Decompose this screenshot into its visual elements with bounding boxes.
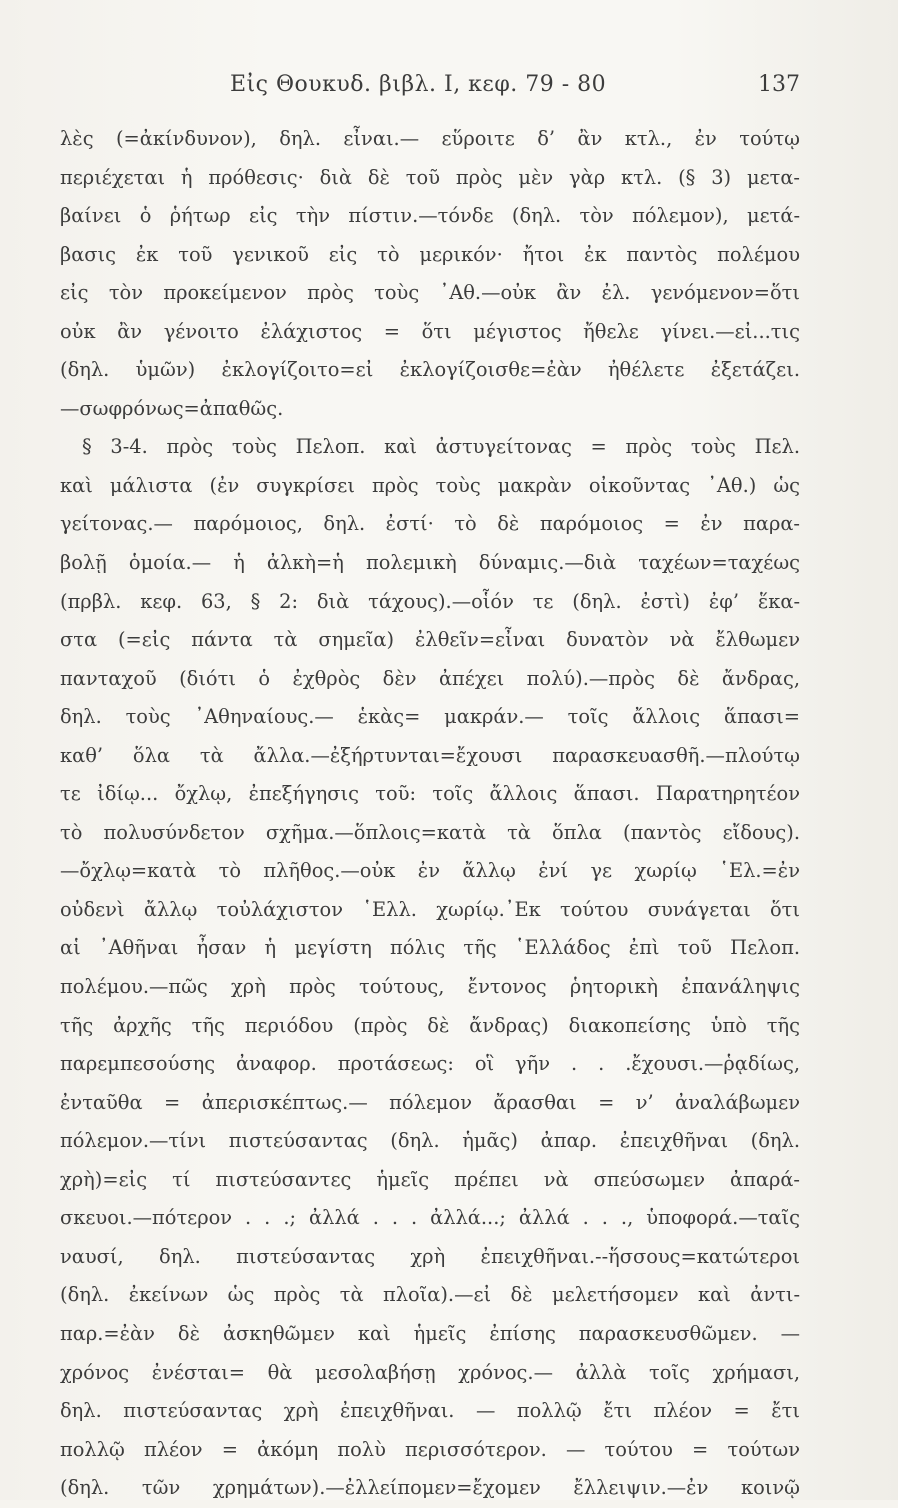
text-line: πανταχοῦ (διότι ὁ ἐχθρὸς δὲν ἀπέχει πολύ).—πρὸς δὲ ἄνδρας, — [60, 666, 800, 690]
text-line: οὐδενὶ ἄλλῳ τοὐλάχιστον ῾Ελλ. χωρίῳ.᾿Εκ τούτου συνάγεται ὅτι — [60, 897, 800, 921]
text-line: (δηλ. ἐκείνων ὡς πρὸς τὰ πλοῖα).—εἰ δὲ μελετήσομεν καὶ ἀντι- — [60, 1283, 800, 1307]
text-line: αἱ ᾿Αθῆναι ἦσαν ἡ μεγίστη πόλις τῆς ῾Ελλάδος ἐπὶ τοῦ Πελοπ. — [60, 936, 800, 960]
text-line: βαίνει ὁ ῥήτωρ εἰς τὴν πίστιν.—τόνδε (δηλ. τὸν πόλεμον), μετά- — [60, 204, 800, 228]
text-line: γείτονας.— παρόμοιος, δηλ. ἐστί· τὸ δὲ παρόμοιος = ἐν παρα- — [60, 512, 800, 536]
page-header — [60, 72, 800, 112]
page-number: 137 — [758, 72, 800, 97]
text-line: βασις ἐκ τοῦ γενικοῦ εἰς τὸ μερικόν· ἤτοι ἐκ παντὸς πολέμου — [60, 242, 800, 266]
section-start-line: § 3-4. πρὸς τοὺς Πελοπ. καὶ ἀστυγείτονας = πρὸς τοὺς Πελ. — [82, 435, 800, 459]
text-line: παρεμπεσούσης ἀναφορ. προτάσεως: οἳ γῆν . . .ἔχουσι.—ῥᾳδίως, — [60, 1052, 800, 1076]
text-line: παρ.=ἐὰν δὲ ἀσκηθῶμεν καὶ ἡμεῖς ἐπίσης παρασκευσθῶμεν. — — [60, 1321, 800, 1345]
text-line: δηλ. τοὺς ᾿Αθηναίους.— ἑκὰς= μακράν.— τοῖς ἄλλοις ἅπασι= — [60, 705, 800, 729]
text-line: περιέχεται ἡ πρόθεσις· διὰ δὲ τοῦ πρὸς μὲν γὰρ κτλ. (§ 3) μετα- — [60, 165, 800, 189]
commentary-text — [60, 120, 800, 1508]
text-line: (δηλ. ὑμῶν) ἐκλογίζοιτο=εἰ ἐκλογίζοισθε=ἐὰν ἠθέλετε ἐξετάζει. — [60, 358, 800, 382]
text-line: στα (=εἰς πάντα τὰ σημεῖα) ἐλθεῖν=εἶναι δυνατὸν νὰ ἔλθωμεν — [60, 628, 800, 652]
text-line: (δηλ. τῶν χρημάτων).—ἐλλείπομεν=ἔχομεν ἔλλειψιν.—ἐν κοινῷ — [60, 1476, 800, 1500]
text-line: πολλῷ πλέον = ἀκόμη πολὺ περισσότερον. — τούτου = τούτων — [60, 1437, 800, 1461]
text-line: τῆς ἀρχῆς τῆς περιόδου (πρὸς δὲ ἄνδρας) διακοπείσης ὑπὸ τῆς — [60, 1013, 800, 1037]
text-line: δηλ. πιστεύσαντας χρὴ ἐπειχθῆναι. — πολλῷ ἔτι πλέον = ἔτι — [60, 1399, 800, 1423]
text-line: βολῇ ὁμοία.— ἡ ἀλκὴ=ἡ πολεμικὴ δύναμις.—διὰ ταχέων=ταχέως — [60, 551, 800, 575]
text-line: σκευοι.—πότερον . . .; ἀλλά . . . ἀλλά...; ἀλλά . . ., ὑποφορά.—ταῖς — [60, 1206, 800, 1230]
text-line: (πρβλ. κεφ. 63, § 2: διὰ τάχους).—οἷόν τε (δηλ. ἐστὶ) ἐφ’ ἕκα- — [60, 589, 800, 613]
text-line: καθ’ ὅλα τὰ ἄλλα.—ἐξήρτυνται=ἔχουσι παρασκευασθῆ.—πλούτῳ — [60, 743, 800, 767]
running-head: Εἰς Θουκυδ. βιβλ. Ι, κεφ. 79 - 80 — [230, 72, 607, 97]
text-line: πολέμου.—πῶς χρὴ πρὸς τούτους, ἔντονος ῥητορικὴ ἐπανάληψις — [60, 975, 800, 999]
text-line: —σωφρόνως=ἀπαθῶς. — [60, 396, 284, 420]
text-line: λὲς (=ἀκίνδυνον), δηλ. εἶναι.— εὕροιτε δ’ ἂν κτλ., ἐν τούτῳ — [60, 127, 800, 150]
text-line: οὐκ ἂν γένοιτο ἐλάχιστος = ὅτι μέγιστος ἤθελε γίνει.—εἰ...τις — [60, 319, 800, 343]
text-line: —ὄχλῳ=κατὰ τὸ πλῆθος.—οὐκ ἐν ἄλλῳ ἐνί γε χωρίῳ ῾Ελ.=ἐν — [60, 859, 800, 883]
text-line: εἰς τὸν προκείμενον πρὸς τοὺς ᾿Αθ.—οὐκ ἂν ἐλ. γενόμενον=ὅτι — [60, 281, 800, 305]
text-line: χρόνος ἐνέσται= θὰ μεσολαβήσῃ χρόνος.— ἀλλὰ τοῖς χρήμασι, — [60, 1360, 800, 1384]
text-line: ἐνταῦθα = ἀπερισκέπτως.— πόλεμον ἄρασθαι = ν’ ἀναλάβωμεν — [60, 1090, 800, 1114]
text-line: καὶ μάλιστα (ἐν συγκρίσει πρὸς τοὺς μακρὰν οἰκοῦντας ᾿Αθ.) ὡς — [60, 473, 800, 497]
text-line: τε ἰδίῳ... ὄχλῳ, ἐπεξήγησις τοῦ: τοῖς ἄλλοις ἅπασι. Παρατηρητέον — [60, 782, 800, 806]
text-line: τὸ πολυσύνδετον σχῆμα.—ὅπλοις=κατὰ τὰ ὅπλα (παντὸς εἴδους). — [60, 820, 800, 844]
text-line: ναυσί, δηλ. πιστεύσαντας χρὴ ἐπειχθῆναι.--ἥσσους=κατώτεροι — [60, 1244, 800, 1268]
text-line: χρὴ)=εἰς τί πιστεύσαντες ἡμεῖς πρέπει νὰ σπεύσωμεν ἀπαρά- — [60, 1167, 800, 1191]
text-line: πόλεμον.—τίνι πιστεύσαντας (δηλ. ἡμᾶς) ἀπαρ. ἐπειχθῆναι (δηλ. — [60, 1129, 800, 1153]
